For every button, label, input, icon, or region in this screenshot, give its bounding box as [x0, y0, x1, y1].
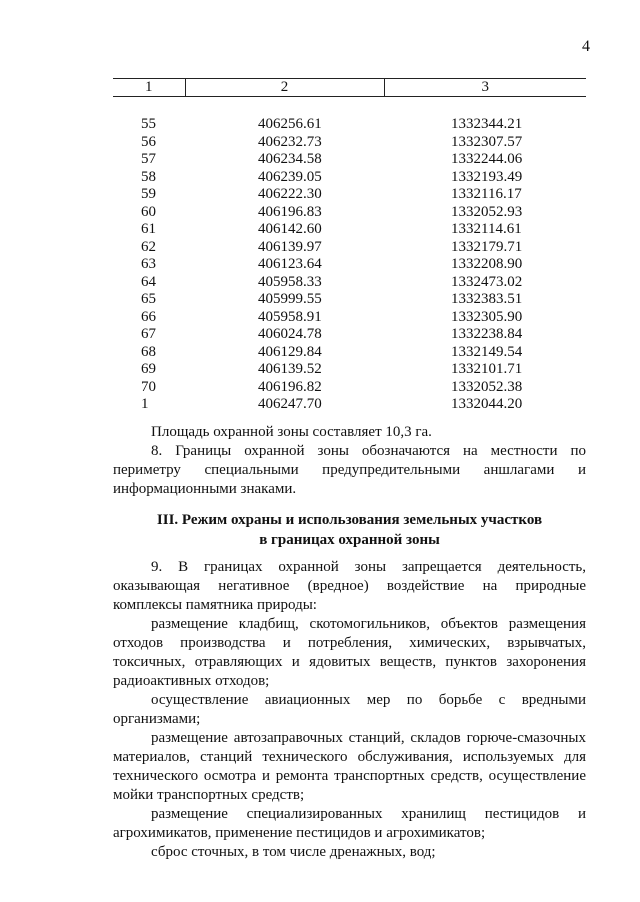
x-coordinate-cell: 406129.84 [258, 343, 322, 360]
y-coordinate-cell: 1332114.61 [451, 221, 522, 237]
y-coordinate-cell: 1332238.84 [451, 326, 523, 342]
column-header-y: 3 [384, 79, 586, 97]
prohibitions-block [113, 558, 586, 862]
y-coordinate-cell: 1332052.93 [451, 203, 523, 220]
y-coordinate-cell: 1332044.20 [451, 396, 523, 412]
point-number-cell: 64 [141, 273, 156, 290]
y-coordinate-cell: 1332305.90 [451, 308, 523, 325]
y-coordinate-cell: 1332344.21 [451, 116, 523, 132]
table-row [113, 274, 586, 292]
x-coordinate-cell: 406234.58 [258, 151, 322, 167]
point-number-cell: 68 [141, 343, 156, 360]
y-coordinate-cell: 1332116.17 [451, 186, 522, 202]
paragraph-8: 8. Границы охранной зоны обозначаются на местности по периметру специальными предупредительными аншлагами и информационными знаками. [113, 443, 586, 497]
point-number-cell: 65 [141, 291, 156, 307]
point-number-cell: 63 [141, 256, 156, 272]
table-row [113, 204, 586, 222]
y-coordinate-cell: 1332193.49 [451, 168, 523, 185]
point-number-cell: 67 [141, 326, 156, 342]
x-coordinate-cell: 406222.30 [258, 186, 322, 202]
page-number: 4 [582, 38, 590, 55]
table-row [113, 326, 586, 344]
coordinates-table [113, 78, 586, 414]
y-coordinate-cell: 1332473.02 [451, 273, 523, 290]
x-coordinate-cell: 405999.55 [258, 291, 322, 307]
table-row [113, 309, 586, 327]
x-coordinate-cell: 406142.60 [258, 221, 322, 237]
point-number-cell: 57 [141, 151, 156, 167]
column-header-point-number: 1 [113, 79, 185, 97]
table-row [113, 396, 586, 414]
table-row [113, 116, 586, 134]
x-coordinate-cell: 406247.70 [258, 396, 322, 412]
paragraph-9: 9. В границах охранной зоны запрещается деятельность, оказывающая негативное (вредное) воздействие на природные комплексы памятника природы: [113, 559, 586, 613]
table-row [113, 291, 586, 309]
x-coordinate-cell: 406024.78 [258, 326, 322, 342]
point-number-cell: 61 [141, 221, 156, 237]
x-coordinate-cell: 406196.83 [258, 203, 322, 220]
table-row [113, 361, 586, 379]
table-header-row [113, 79, 586, 97]
section-heading-line-1: III. Режим охраны и использования земельных участков [156, 512, 543, 528]
section-heading-block [113, 510, 586, 550]
y-coordinate-cell: 1332208.90 [451, 256, 523, 272]
x-coordinate-cell: 405958.91 [258, 308, 322, 325]
point-number-cell: 55 [141, 116, 156, 132]
area-statement: Площадь охранной зоны составляет 10,3 га. [151, 424, 432, 440]
table-row [113, 256, 586, 274]
table-row [113, 344, 586, 362]
x-coordinate-cell: 406139.52 [258, 361, 322, 377]
prohibition-item-2: осуществление авиационных мер по борьбе с вредными организмами; [113, 692, 586, 727]
y-coordinate-cell: 1332101.71 [451, 361, 523, 377]
x-coordinate-cell: 406123.64 [258, 256, 322, 272]
table-row [113, 169, 586, 187]
prohibition-item-3: размещение автозаправочных станций, складов горюче-смазочных материалов, станций технического обслуживания, используемых для технического осмотра и ремонта транспортных средств, осуществление мойки транспортных средств; [113, 730, 586, 803]
point-number-cell: 60 [141, 203, 156, 220]
prohibition-item-5: сброс сточных, в том числе дренажных, вод; [151, 844, 436, 860]
y-coordinate-cell: 1332307.57 [451, 133, 523, 150]
point-number-cell: 1 [141, 396, 149, 412]
x-coordinate-cell: 406239.05 [258, 168, 322, 185]
point-number-cell: 66 [141, 308, 156, 325]
table-row [113, 151, 586, 169]
y-coordinate-cell: 1332149.54 [451, 343, 523, 360]
y-coordinate-cell: 1332244.06 [451, 151, 523, 167]
table-row [113, 221, 586, 239]
table-body [113, 97, 586, 414]
y-coordinate-cell: 1332052.38 [451, 378, 523, 395]
table-row [113, 379, 586, 397]
y-coordinate-cell: 1332383.51 [451, 291, 523, 307]
section-heading-line-2: в границах охранной зоны [259, 532, 440, 548]
x-coordinate-cell: 406196.82 [258, 378, 322, 395]
text-block [113, 423, 586, 499]
point-number-cell: 70 [141, 378, 156, 395]
point-number-cell: 59 [141, 186, 156, 202]
table-row [113, 134, 586, 152]
point-number-cell: 56 [141, 133, 156, 150]
y-coordinate-cell: 1332179.71 [451, 238, 523, 255]
x-coordinate-cell: 406139.97 [258, 238, 322, 255]
prohibition-item-1: размещение кладбищ, скотомогильников, объектов размещения отходов производства и потребления, химических, взрывчатых, токсичных, отравляющих и ядовитых веществ, пунктов захоронения радиоактивных отходов; [113, 616, 586, 689]
point-number-cell: 62 [141, 238, 156, 255]
prohibition-item-4: размещение специализированных хранилищ пестицидов и агрохимикатов, применение пестицидов и агрохимикатов; [113, 806, 586, 841]
x-coordinate-cell: 406232.73 [258, 133, 322, 150]
table-row [113, 186, 586, 204]
column-header-x: 2 [185, 79, 384, 97]
point-number-cell: 58 [141, 168, 156, 185]
x-coordinate-cell: 405958.33 [258, 273, 322, 290]
point-number-cell: 69 [141, 361, 156, 377]
table-row [113, 239, 586, 257]
x-coordinate-cell: 406256.61 [258, 116, 322, 132]
